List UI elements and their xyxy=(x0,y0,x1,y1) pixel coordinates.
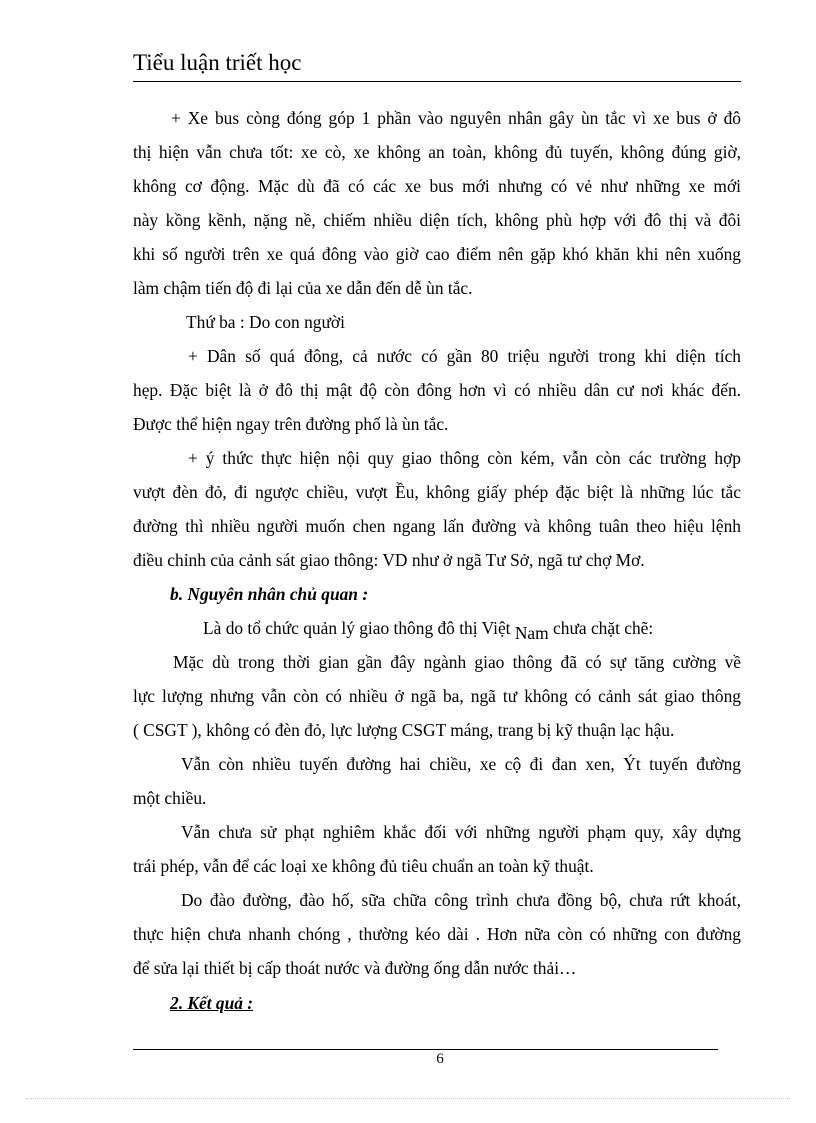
paragraph-line: + Xe bus còng đóng góp 1 phần vào nguyên nhân gây ùn tắc vì xe bus ở đô xyxy=(171,108,741,128)
paragraph-line: Vẫn còn nhiều tuyến đường hai chiều, xe cộ đi đan xen, Ýt tuyến đường xyxy=(181,754,741,774)
paragraph-line: hẹp. Đặc biệt là ở đô thị mật độ còn đông hơn vì có nhiều dân cư nơi khác đến. xyxy=(133,380,741,400)
paragraph-text: chưa chặt chẽ: xyxy=(553,618,654,638)
paragraph-line xyxy=(203,611,653,645)
paragraph-line: khi số người trên xe quá đông vào giờ cao điểm nên gặp khó khăn khi nên xuống xyxy=(133,244,741,264)
paragraph-line: không cơ động. Mặc dù đã có các xe bus mới nhưng có vẻ như những xe mới xyxy=(133,176,741,196)
paragraph-line: một chiều. xyxy=(133,788,207,808)
paragraph-line: này kồng kềnh, nặng nề, chiếm nhiều diện tích, không phù hợp với đô thị và đôi xyxy=(133,210,741,230)
paragraph-line: + ý thức thực hiện nội quy giao thông còn kém, vẫn còn các trường hợp xyxy=(188,448,741,468)
paragraph-line: thực hiện chưa nhanh chóng , thường kéo dài . Hơn nữa còn có những con đường xyxy=(133,924,741,944)
section-heading-2: 2. Kết quả : xyxy=(170,993,254,1013)
paragraph-line: để sửa lại thiết bị cấp thoát nước và đường ống dẫn nước thải… xyxy=(133,958,577,978)
paragraph-line: Vẫn chưa sử phạt nghiêm khắc đối với những người phạm quy, xây dựng xyxy=(181,822,741,842)
paragraph-line: ( CSGT ), không có đèn đỏ, lực lượng CSGT máng, trang bị kỹ thuận lạc hậu. xyxy=(133,720,675,740)
paragraph-line: lực lượng nhưng vẫn còn có nhiều ở ngã ba, ngã tư không có cảnh sát giao thông xyxy=(133,686,741,706)
page-header-title: Tiểu luận triết học xyxy=(133,50,302,75)
paragraph-line: Được thể hiện ngay trên đường phố là ùn tắc. xyxy=(133,414,449,434)
paragraph-line: trái phép, vẫn để các loại xe không đủ tiêu chuẩn an toàn kỹ thuật. xyxy=(133,856,594,876)
footer-rule xyxy=(133,1049,718,1050)
page-number: 6 xyxy=(436,1051,444,1067)
paragraph-line: vượt đèn đỏ, đi ngược chiều, vượt Ều, không giấy phép đặc biệt là những lúc tắc xyxy=(133,482,741,502)
paragraph-line: điều chỉnh của cảnh sát giao thông: VD như ở ngã Tư Sở, ngã tư chợ Mơ. xyxy=(133,550,645,570)
paragraph-text: Là do tổ chức quản lý giao thông đô thị Việt xyxy=(203,618,511,638)
paragraph-line: + Dân số quá đông, cả nước có gần 80 triệu người trong khi diện tích xyxy=(188,346,741,366)
paragraph-line: thị hiện vẫn chưa tốt: xe cò, xe không an toàn, không đủ tuyến, không đúng giờ, xyxy=(133,142,741,162)
paragraph-line: làm chậm tiến độ đi lại của xe dẫn đến dễ ùn tắc. xyxy=(133,278,473,298)
paragraph-line: Do đào đường, đào hố, sữa chữa công trình chưa đồng bộ, chưa rứt khoát, xyxy=(181,890,741,910)
subscript-text: Nam xyxy=(514,623,549,643)
page-boundary-dotted-line xyxy=(26,1098,790,1099)
header-rule xyxy=(133,81,741,82)
paragraph-line: Thứ ba : Do con người xyxy=(186,312,345,332)
paragraph-line: đường thì nhiều người muốn chen ngang lấn đường và không tuân theo hiệu lệnh xyxy=(133,516,741,536)
section-heading-b: b. Nguyên nhân chủ quan : xyxy=(170,584,369,604)
paragraph-line: Mặc dù trong thời gian gần đây ngành giao thông đã có sự tăng cường về xyxy=(173,652,741,672)
